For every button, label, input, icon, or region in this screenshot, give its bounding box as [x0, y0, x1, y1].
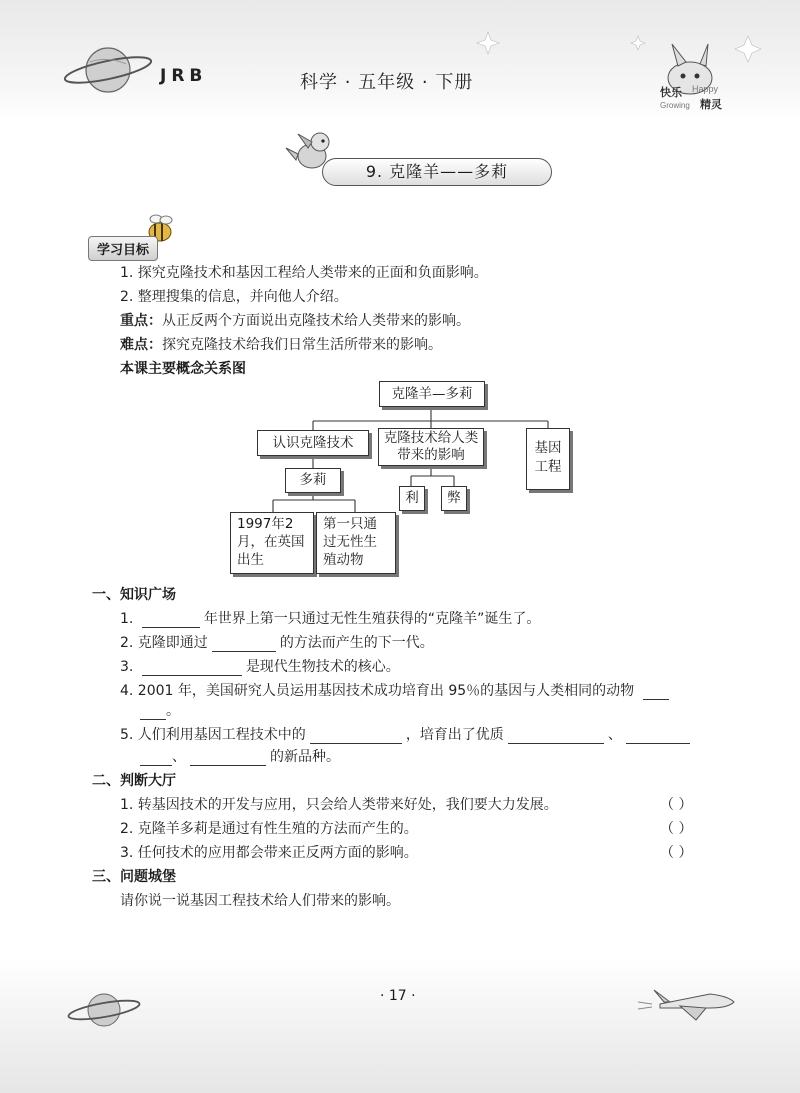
concept-branch-genetic: 基因工程 [526, 428, 570, 490]
question-5-text-b: ，培育出了优质 [405, 727, 504, 743]
answer-blank[interactable] [310, 729, 402, 744]
key-point-text: 从正反两个方面说出克隆技术给人类带来的影响。 [162, 313, 470, 329]
section-judge-title: 二、判断大厅 [92, 773, 176, 789]
question-4-continued [140, 700, 180, 720]
answer-blank[interactable] [140, 751, 172, 766]
section-knowledge-title: 一、知识广场 [92, 587, 176, 603]
section-question-title: 三、问题城堡 [92, 869, 176, 885]
question-2-text-b: 的方法而产生的下一代。 [279, 635, 434, 651]
concept-pro: 利 [399, 486, 425, 511]
svg-text:精灵: 精灵 [700, 99, 722, 111]
question-1-number: 1. [120, 611, 134, 627]
question-3 [120, 656, 400, 676]
lesson-title: 9. 克隆羊——多莉 [322, 158, 552, 186]
goal-item: 1. 探究克隆技术和基因工程给人类带来的正面和负面影响。 [120, 265, 488, 281]
answer-blank[interactable] [508, 729, 604, 744]
concept-branch-impact: 克隆技术给人类带来的影响 [378, 428, 484, 466]
question-5-text-e: 的新品种。 [270, 749, 340, 765]
concept-con: 弊 [441, 486, 467, 511]
question-4-text: 4. 2001 年，美国研究人员运用基因技术成功培育出 95％的基因与人类相同的动物 [120, 683, 635, 699]
answer-blank[interactable] [643, 685, 669, 700]
judge-item: 3. 任何技术的应用都会带来正反两方面的影响。 [120, 845, 418, 861]
answer-blank[interactable] [626, 729, 690, 744]
svg-text:Growing: Growing [660, 101, 690, 110]
answer-blank[interactable] [142, 661, 242, 676]
question-1-text: 年世界上第一只通过无性生殖获得的“克隆羊”诞生了。 [203, 611, 541, 627]
question-5-continued [140, 746, 340, 766]
question-2 [120, 632, 434, 652]
question-1 [120, 608, 540, 628]
answer-blank[interactable] [190, 751, 266, 766]
question-4-end: 。 [166, 703, 180, 719]
question-4 [120, 680, 669, 700]
goals-badge: 学习目标 [88, 236, 158, 261]
page-number: · 17 · [380, 988, 416, 1004]
question-5-text-d: 、 [172, 749, 186, 765]
difficulty-label: 难点： [120, 337, 162, 353]
question-3-number: 3. [120, 659, 134, 675]
concept-first-asexual: 第一只通过无性生殖动物 [316, 512, 396, 574]
answer-blank[interactable] [140, 705, 166, 720]
question-5-text-a: 5. 人们利用基因工程技术中的 [120, 727, 306, 743]
judge-item: 1. 转基因技术的开发与应用，只会给人类带来好处，我们要大力发展。 [120, 797, 558, 813]
svg-text:Happy: Happy [692, 84, 719, 94]
brand-mark: JRB [160, 66, 208, 86]
judge-item: 2. 克隆羊多莉是通过有性生殖的方法而产生的。 [120, 821, 418, 837]
open-question: 请你说一说基因工程技术给人们带来的影响。 [120, 893, 400, 909]
judge-answer-paren[interactable]: （ ） [660, 845, 693, 861]
question-3-text: 是现代生物技术的核心。 [245, 659, 400, 675]
concept-branch-recognize: 认识克隆技术 [257, 430, 369, 456]
answer-blank[interactable] [212, 637, 276, 652]
book-title: 科学 · 五年级 · 下册 [300, 72, 474, 93]
goal-item: 2. 整理搜集的信息，并向他人介绍。 [120, 289, 348, 305]
concept-map-title: 本课主要概念关系图 [120, 361, 246, 377]
question-2-text-a: 2. 克隆即通过 [120, 635, 208, 651]
question-5-text-c: 、 [607, 727, 622, 743]
concept-root: 克隆羊—多莉 [379, 381, 485, 407]
judge-answer-paren[interactable]: （ ） [660, 797, 693, 813]
judge-answer-paren[interactable]: （ ） [660, 821, 693, 837]
question-5 [120, 724, 690, 744]
svg-text:快乐: 快乐 [660, 87, 682, 99]
answer-blank[interactable] [142, 613, 200, 628]
concept-birth-fact: 1997年2月，在英国出生 [230, 512, 314, 574]
difficulty-text: 探究克隆技术给我们日常生活所带来的影响。 [162, 337, 442, 353]
key-point-label: 重点： [120, 313, 162, 329]
concept-dolly: 多莉 [285, 468, 341, 493]
